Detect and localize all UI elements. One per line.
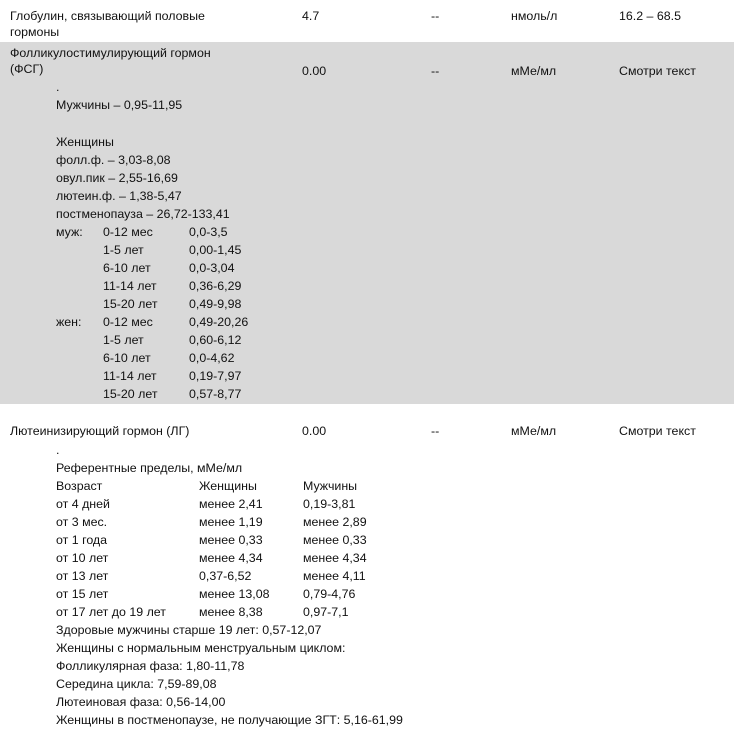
test-name-cont: гормоны: [10, 25, 60, 39]
result-value: 0.00: [302, 64, 327, 78]
fsh-age: 15-20 лет: [103, 387, 158, 401]
fsh-range: 0,0-3,5: [189, 225, 228, 239]
test-name: Глобулин, связывающий половые: [10, 9, 205, 23]
fsh-range: 0,19-7,97: [189, 369, 242, 383]
fsh-women-line: фолл.ф. – 3,03-8,08: [56, 153, 171, 167]
result-row-lh: [0, 404, 734, 736]
fsh-men-range: Мужчины – 0,95-11,95: [56, 98, 183, 112]
test-name: Лютеинизирующий гормон (ЛГ): [10, 424, 190, 438]
lh-men: менее 2,89: [303, 515, 367, 529]
result-value: 4.7: [302, 9, 320, 23]
fsh-age: 0-12 мес: [103, 225, 153, 239]
fsh-age: 1-5 лет: [103, 243, 144, 257]
lh-header-women: Женщины: [199, 479, 257, 493]
fsh-range: 0,36-6,29: [189, 279, 242, 293]
fsh-range: 0,60-6,12: [189, 333, 242, 347]
result-flag: --: [431, 64, 440, 78]
lh-header-age: Возраст: [56, 479, 103, 493]
fsh-women-line: постменопауза – 26,72-133,41: [56, 207, 230, 221]
fsh-range: 0,49-20,26: [189, 315, 249, 329]
test-name-cont: (ФСГ): [10, 62, 44, 76]
lh-women: менее 8,38: [199, 605, 263, 619]
note-dot: .: [56, 80, 60, 94]
lh-footer-line: Фолликулярная фаза: 1,80-11,78: [56, 659, 245, 673]
fsh-range: 0,00-1,45: [189, 243, 242, 257]
fsh-women-line: овул.пик – 2,55-16,69: [56, 171, 178, 185]
result-row-fsh: [0, 42, 734, 404]
lh-footer-line: Лютеиновая фаза: 0,56-14,00: [56, 695, 226, 709]
fsh-age: 6-10 лет: [103, 261, 151, 275]
result-flag: --: [431, 9, 440, 23]
lh-header-men: Мужчины: [303, 479, 358, 493]
lh-women: менее 0,33: [199, 533, 263, 547]
lh-men: 0,79-4,76: [303, 587, 356, 601]
lh-footer-line: Женщины в постменопаузе, не получающие ЗГТ: 5,16-61,99: [56, 713, 403, 727]
lh-women: 0,37-6,52: [199, 569, 252, 583]
reference-range: Смотри текст: [619, 424, 696, 438]
lh-age: от 1 года: [56, 533, 108, 547]
fsh-age: 6-10 лет: [103, 351, 151, 365]
lh-footer-line: Середина цикла: 7,59-89,08: [56, 677, 217, 691]
fsh-range: 0,0-4,62: [189, 351, 235, 365]
lh-age: от 4 дней: [56, 497, 110, 511]
result-value: 0.00: [302, 424, 327, 438]
lh-men: 0,19-3,81: [303, 497, 356, 511]
reference-range: 16.2 – 68.5: [619, 9, 682, 23]
fsh-range: 0,49-9,98: [189, 297, 242, 311]
reference-range: Смотри текст: [619, 64, 696, 78]
lh-women: менее 13,08: [199, 587, 270, 601]
lh-age: от 3 мес.: [56, 515, 108, 529]
fsh-women-title: Женщины: [56, 135, 114, 149]
result-flag: --: [431, 424, 440, 438]
fsh-male-label: муж:: [56, 225, 83, 239]
lh-ref-title: Референтные пределы, мМе/мл: [56, 461, 243, 475]
lh-men: менее 4,34: [303, 551, 367, 565]
lh-age: от 17 лет до 19 лет: [56, 605, 166, 619]
lh-men: 0,97-7,1: [303, 605, 349, 619]
result-row-shbg: [0, 0, 734, 42]
fsh-age: 1-5 лет: [103, 333, 144, 347]
result-unit: мМе/мл: [511, 424, 557, 438]
fsh-age: 11-14 лет: [103, 369, 157, 383]
result-unit: нмоль/л: [511, 9, 558, 23]
fsh-range: 0,0-3,04: [189, 261, 235, 275]
fsh-age: 15-20 лет: [103, 297, 158, 311]
lh-age: от 13 лет: [56, 569, 109, 583]
lh-footer-line: Женщины с нормальным менструальным циклом:: [56, 641, 346, 655]
fsh-age: 11-14 лет: [103, 279, 157, 293]
lh-men: менее 0,33: [303, 533, 367, 547]
test-name: Фолликулостимулирующий гормон: [10, 46, 211, 60]
fsh-range: 0,57-8,77: [189, 387, 242, 401]
fsh-women-line: лютеин.ф. – 1,38-5,47: [56, 189, 182, 203]
lh-women: менее 2,41: [199, 497, 263, 511]
fsh-age: 0-12 мес: [103, 315, 153, 329]
lh-women: менее 1,19: [199, 515, 263, 529]
lh-age: от 10 лет: [56, 551, 109, 565]
lh-age: от 15 лет: [56, 587, 109, 601]
lh-women: менее 4,34: [199, 551, 263, 565]
lh-men: менее 4,11: [303, 569, 366, 583]
fsh-female-label: жен:: [56, 315, 82, 329]
note-dot: .: [56, 443, 60, 457]
lh-footer-line: Здоровые мужчины старше 19 лет: 0,57-12,07: [56, 623, 322, 637]
result-unit: мМе/мл: [511, 64, 557, 78]
